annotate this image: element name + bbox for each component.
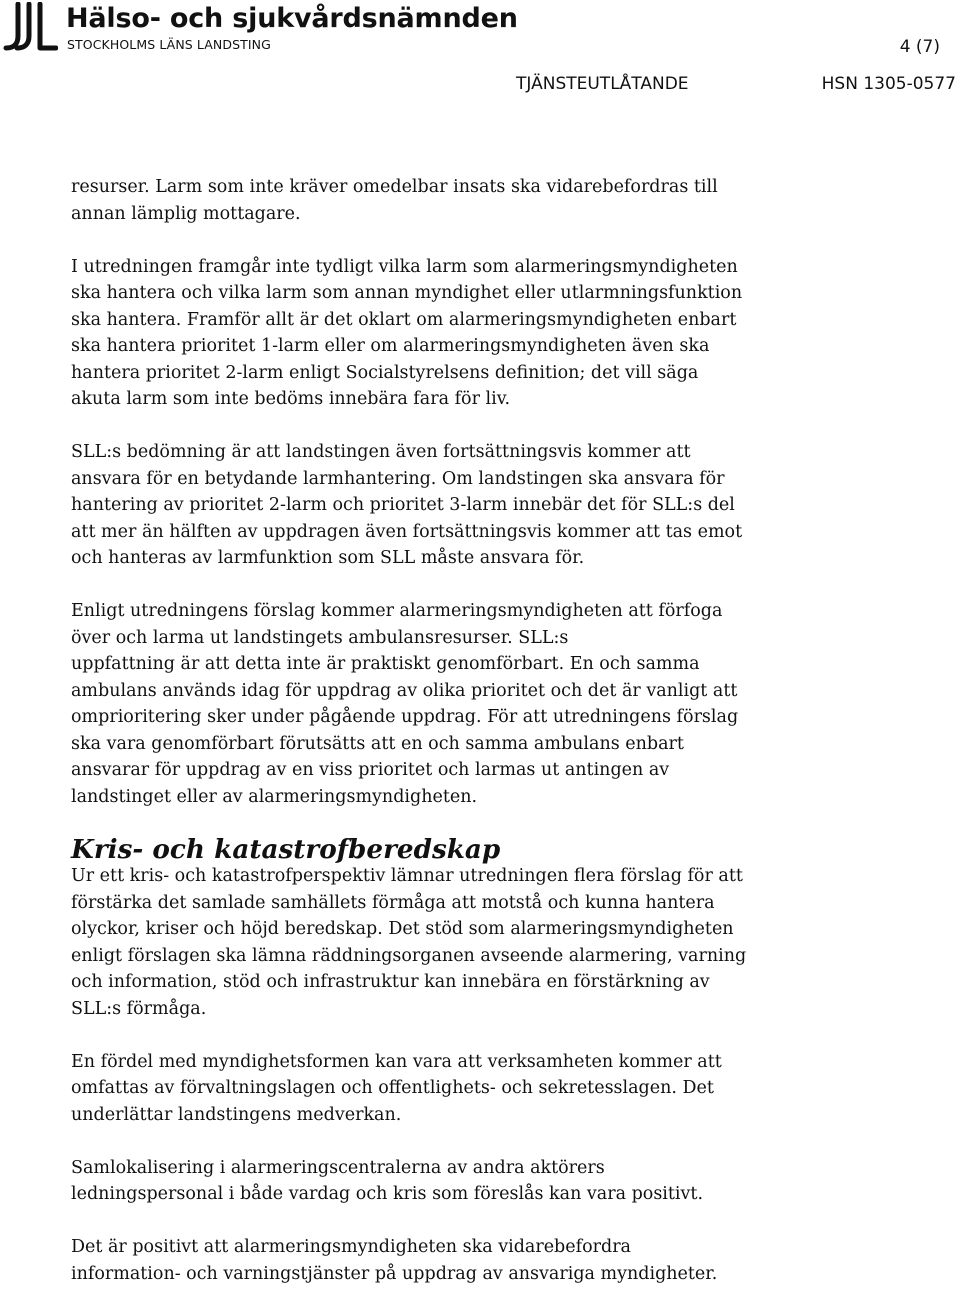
page-number: 4 (7) bbox=[899, 37, 940, 57]
document-body bbox=[71, 174, 791, 1314]
text-line: förstärka det samlade samhällets förmåga att motstå och kunna hantera bbox=[71, 892, 715, 913]
text-line: Det är positivt att alarmeringsmyndigheten ska vidarebefordra bbox=[71, 1237, 631, 1257]
sll-logo-icon bbox=[2, 2, 58, 52]
paragraph bbox=[71, 598, 791, 810]
text-line: enligt förslagen ska lämna räddningsorganen avseende alarmering, varning bbox=[71, 945, 747, 966]
paragraph bbox=[71, 254, 791, 413]
text-line: att mer än hälften av uppdragen även fortsättningsvis kommer att tas emot bbox=[71, 521, 743, 542]
organization-name: Hälso- och sjukvårdsnämnden bbox=[66, 3, 518, 34]
text-line: akuta larm som inte bedöms innebära fara för liv. bbox=[71, 389, 511, 409]
text-line: landstinget eller av alarmeringsmyndigheten. bbox=[71, 786, 478, 807]
text-line: Ur ett kris- och katastrofperspektiv lämnar utredningen flera förslag för att bbox=[71, 866, 743, 886]
paragraph bbox=[71, 174, 791, 227]
paragraph bbox=[71, 439, 791, 572]
text-line: omprioritering sker under pågående uppdrag. För att utredningens förslag bbox=[71, 707, 739, 727]
text-line: hantering av prioritet 2-larm och prioritet 3-larm innebär det för SLL:s del bbox=[71, 495, 735, 515]
paragraph bbox=[71, 1049, 791, 1129]
paragraph bbox=[71, 863, 791, 1022]
text-line: och information, stöd och infrastruktur kan innebära en förstärkning av bbox=[71, 972, 710, 992]
text-line: I utredningen framgår inte tydligt vilka larm som alarmeringsmyndigheten bbox=[71, 256, 738, 277]
text-line: SLL:s bedömning är att landstingen även fortsättningsvis kommer att bbox=[71, 442, 691, 462]
section-heading bbox=[71, 833, 791, 865]
document-type: TJÄNSTEUTLÅTANDE bbox=[516, 74, 689, 94]
text-line: ska hantera. Framför allt är det oklart om alarmeringsmyndigheten enbart bbox=[71, 309, 737, 330]
document-header bbox=[0, 0, 960, 100]
text-line: ansvarar för uppdrag av en viss prioritet och larmas ut antingen av bbox=[71, 760, 670, 780]
document-reference: HSN 1305-0577 bbox=[821, 74, 956, 94]
paragraph bbox=[71, 1234, 791, 1287]
text-line: ska hantera och vilka larm som annan myndighet eller utlarmningsfunktion bbox=[71, 283, 743, 303]
section-heading-text: Kris- och katastrofberedskap bbox=[71, 833, 501, 865]
text-line: omfattas av förvaltningslagen och offentlighets- och sekretesslagen. Det bbox=[71, 1078, 714, 1098]
text-line: Enligt utredningens förslag kommer alarmeringsmyndigheten att förfoga bbox=[71, 601, 723, 621]
text-line: ansvara för en betydande larmhantering. Om landstingen ska ansvara för bbox=[71, 468, 725, 489]
text-line: över och larma ut landstingets ambulansresurser. SLL:s bbox=[71, 627, 569, 648]
text-line: hantera prioritet 2-larm enligt Socialstyrelsens definition; det vill säga bbox=[71, 362, 699, 383]
text-line: annan lämplig mottagare. bbox=[71, 203, 301, 224]
text-line: ledningspersonal i både vardag och kris som föreslås kan vara positivt. bbox=[71, 1184, 704, 1204]
text-line: Samlokalisering i alarmeringscentralerna av andra aktörers bbox=[71, 1157, 605, 1178]
text-line: ambulans används idag för uppdrag av olika prioritet och det är vanligt att bbox=[71, 680, 738, 701]
text-line: uppfattning är att detta inte är praktiskt genomförbart. En och samma bbox=[71, 654, 700, 674]
text-line: ska vara genomförbart förutsätts att en och samma ambulans enbart bbox=[71, 733, 684, 754]
paragraph bbox=[71, 1155, 791, 1208]
text-line: SLL:s förmåga. bbox=[71, 998, 207, 1019]
text-line: underlättar landstingens medverkan. bbox=[71, 1104, 402, 1125]
organization-subtitle: STOCKHOLMS LÄNS LANDSTING bbox=[67, 37, 271, 52]
text-line: En fördel med myndighetsformen kan vara att verksamheten kommer att bbox=[71, 1051, 722, 1072]
text-line: ska hantera prioritet 1-larm eller om alarmeringsmyndigheten även ska bbox=[71, 336, 710, 356]
text-line: och hanteras av larmfunktion som SLL måste ansvara för. bbox=[71, 548, 585, 568]
text-line: resurser. Larm som inte kräver omedelbar insats ska vidarebefordras till bbox=[71, 177, 718, 197]
text-line: information- och varningstjänster på uppdrag av ansvariga myndigheter. bbox=[71, 1263, 718, 1284]
text-line: olyckor, kriser och höjd beredskap. Det stöd som alarmeringsmyndigheten bbox=[71, 919, 734, 939]
